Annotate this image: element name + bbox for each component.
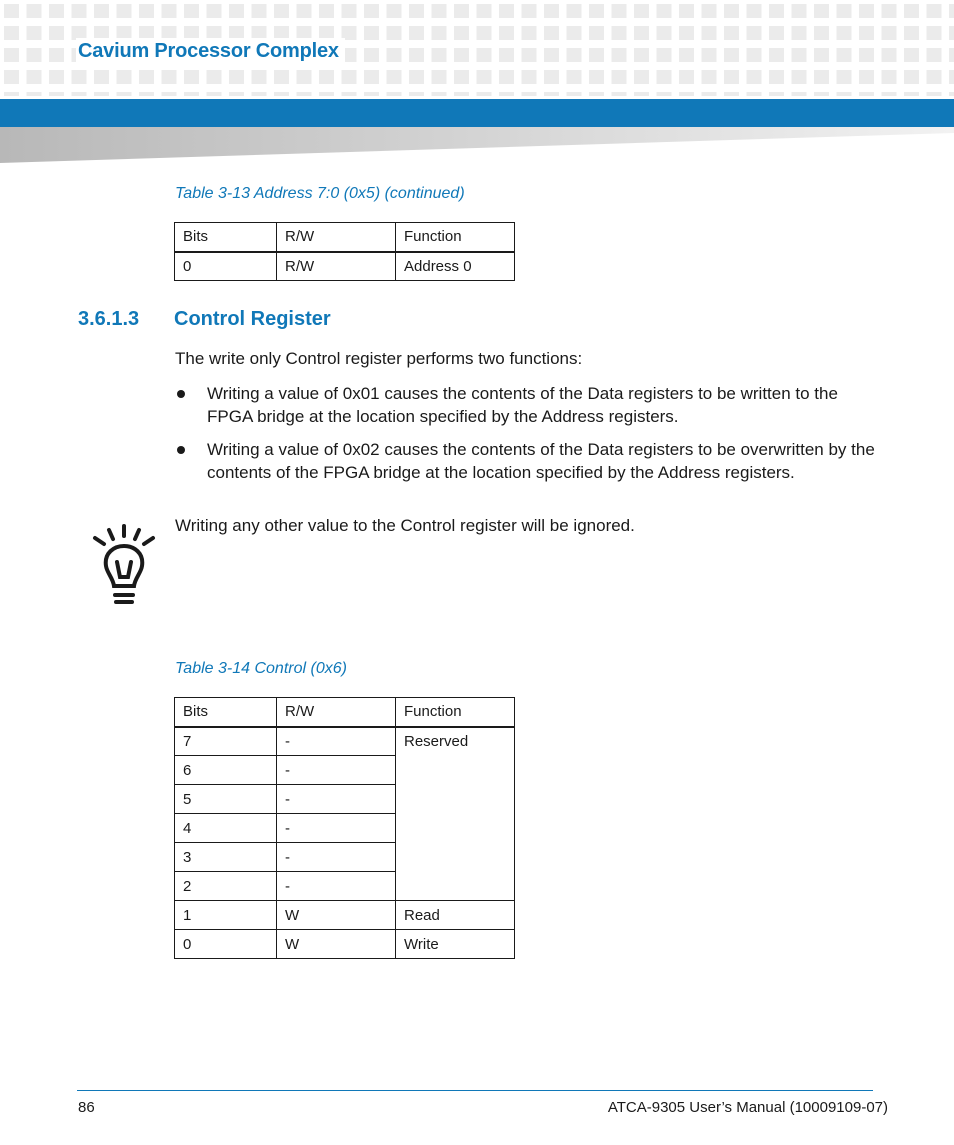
table-cell: -	[277, 785, 396, 814]
bullet-item	[175, 382, 875, 428]
table-cell: W	[277, 930, 396, 959]
section-title: Control Register	[174, 308, 331, 330]
bullet-text: Writing a value of 0x02 causes the contents of the Data registers to be overwritten by the contents of the FPGA bridge at the location specified by the Address registers.	[207, 440, 875, 482]
section-number: 3.6.1.3	[78, 308, 140, 330]
header-bar	[0, 99, 954, 127]
chapter-title: Cavium Processor Complex	[76, 38, 345, 65]
table-caption: Table 3-14 Control (0x6)	[175, 660, 347, 677]
bullet-icon	[177, 390, 185, 398]
section-heading	[78, 308, 331, 331]
table-row	[175, 252, 515, 281]
lightbulb-icon	[92, 522, 156, 608]
bullet-item	[175, 438, 875, 484]
document-title: ATCA-9305 User’s Manual (10009109-07)	[607, 1099, 888, 1116]
table-cell: -	[277, 814, 396, 843]
table-header-cell: Function	[396, 223, 515, 252]
table-cell: 4	[175, 814, 277, 843]
address-table	[174, 222, 515, 281]
table-cell: 0	[175, 252, 277, 281]
table-cell: R/W	[277, 252, 396, 281]
table-header-row	[175, 698, 515, 727]
table-header-cell: Function	[396, 698, 515, 727]
table-cell: Address 0	[396, 252, 515, 281]
header-swoosh	[0, 127, 954, 165]
table-cell: -	[277, 872, 396, 901]
table-row	[175, 930, 515, 959]
section-intro: The write only Control register performs two functions:	[175, 349, 583, 368]
table-cell: 2	[175, 872, 277, 901]
table-header-cell: R/W	[277, 223, 396, 252]
table-cell: 0	[175, 930, 277, 959]
bullet-icon	[177, 446, 185, 454]
table-cell: 3	[175, 843, 277, 872]
table-cell: 5	[175, 785, 277, 814]
table-cell: 7	[175, 727, 277, 756]
table-caption: Table 3-13 Address 7:0 (0x5) (continued)	[175, 185, 465, 202]
note-text: Writing any other value to the Control register will be ignored.	[175, 516, 635, 535]
page-number: 86	[78, 1099, 95, 1116]
table-cell: -	[277, 756, 396, 785]
table-cell: Read	[396, 901, 515, 930]
table-cell: 1	[175, 901, 277, 930]
table-cell: W	[277, 901, 396, 930]
table-cell: Write	[396, 930, 515, 959]
table-header-cell: R/W	[277, 698, 396, 727]
control-table	[174, 697, 515, 959]
table-header-cell: Bits	[175, 698, 277, 727]
table-cell: -	[277, 843, 396, 872]
table-header-row	[175, 223, 515, 252]
table-cell: 6	[175, 756, 277, 785]
table-cell: -	[277, 727, 396, 756]
table-header-cell: Bits	[175, 223, 277, 252]
table-cell-reserved: Reserved	[396, 727, 515, 901]
table-row	[175, 901, 515, 930]
bullet-text: Writing a value of 0x01 causes the contents of the Data registers to be written to the FPGA bridge at the location specified by the Address registers.	[207, 384, 838, 426]
table-row	[175, 727, 515, 756]
footer-rule	[77, 1090, 873, 1091]
